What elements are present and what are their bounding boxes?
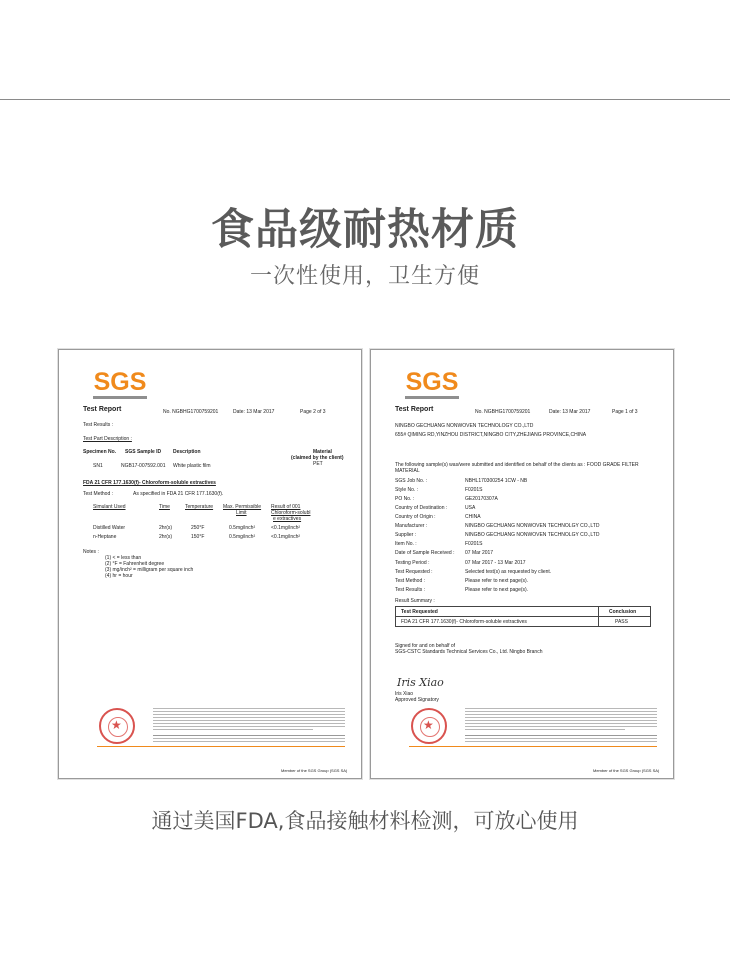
test-results-label: Test Results : [83,422,114,428]
col-limit-2: Limit [236,510,247,516]
field-value: 07 Mar 2017 - 13 Mar 2017 [465,560,526,566]
official-seal: ★ [99,708,135,744]
specimen-value: SN1 [93,463,103,469]
top-divider [0,99,730,100]
col-result: Result of 001 [271,504,301,510]
summary-col-test: Test Requested [401,609,438,615]
legal-footer [389,704,659,752]
notes-label: Notes : [83,549,99,555]
page-number: Page 2 of 3 [300,409,326,415]
report-date: Date: 13 Mar 2017 [233,409,275,415]
field-label: Test Requested : [395,569,433,575]
result-row-1-result: <0.1mg/inch² [271,525,301,531]
col-description: Description [173,449,201,455]
description-value: White plastic film [173,463,211,469]
intro-line-2: MATERIAL [395,468,420,474]
field-label: Manufacturer : [395,523,428,529]
field-label: Testing Period : [395,560,430,566]
sgs-logo: SGS [403,364,461,398]
col-temperature: Temperature [185,504,214,510]
field-value: NINGBO GECHUANG NONWOVEN TECHNOLGY CO.,LTD [465,523,600,529]
field-label: Date of Sample Received : [395,550,455,556]
field-label: Style No. : [395,487,419,493]
signed-line-2: SGS-CSTC Standards Technical Services Co., Ltd. Ningbo Branch [395,649,543,655]
report-number: No. NGBHG1700759201 [475,409,531,415]
field-label: Supplier : [395,532,417,538]
material-value: PET [313,461,323,467]
report-title: Test Report [83,406,122,413]
signed-line-1: Signed for and on behalf of [395,643,456,649]
field-value: Please refer to next page(s). [465,578,529,584]
note-4: (4) hr = hour [105,573,133,579]
official-seal: ★ [411,708,447,744]
field-value: Please refer to next page(s). [465,587,529,593]
col-sample-id: SGS Sample ID [125,449,162,455]
result-row-2-temp: 150°F [191,534,205,540]
result-row-1-time: 2hr(s) [159,525,173,531]
report-date: Date: 13 Mar 2017 [549,409,591,415]
summary-test-value: FDA 21 CFR 177.1630(f)- Chloroform-soluble extractives [401,619,527,625]
field-value: GE20170307A [465,496,498,502]
test-part-description-label: Test Part Description : [83,436,132,442]
test-report-page-2 [58,349,362,779]
note-1: (1) < = less than [105,555,142,561]
page-number: Page 1 of 3 [612,409,638,415]
field-value: Selected test(s) as requested by client. [465,569,552,575]
col-specimen: Specimen No. [83,449,117,455]
signature: Iris Xiao [397,676,444,689]
field-value: 07 Mar 2017 [465,550,494,556]
field-label: PO No. : [395,496,415,502]
col-result-3: e extractives [273,516,302,522]
test-method-value: As specified in FDA 21 CFR 177.1630(f). [133,491,224,497]
field-label: SGS Job No. : [395,478,427,484]
summary-col-conclusion: Conclusion [609,609,637,615]
summary-conclusion-value: PASS [615,619,628,625]
col-result-2: Chloroform-solubl [271,510,311,516]
sgs-member-note: Member of the SGS Group (SGS SA) [281,768,348,773]
field-value: CHINA [465,514,481,520]
sgs-logo: SGS [91,364,149,398]
result-row-1-simulant: Distilled Water [93,525,126,531]
page-subheadline: 一次性使用，卫生方便 [249,264,480,289]
result-row-2-simulant: n-Heptane [93,534,117,540]
page-headline: 食品级耐热材质 [211,205,519,255]
report-title: Test Report [395,406,434,413]
field-value: F0201S [465,541,483,547]
signer-name: Iris Xiao [395,691,414,697]
signer-title: Approved Signatory [395,697,439,703]
result-row-2-result: <0.1mg/inch² [271,534,301,540]
report-number: No. NGBHG1700759201 [163,409,219,415]
result-summary-label: Result Summary : [395,598,435,604]
col-simulant: Simulant Used [93,504,126,510]
field-value: USA [465,505,476,511]
field-label: Item No. : [395,541,417,547]
legal-footer [77,704,347,752]
result-row-1-temp: 250°F [191,525,205,531]
field-value: F0201S [465,487,483,493]
field-label: Test Results : [395,587,426,593]
result-row-2-time: 2hr(s) [159,534,173,540]
note-2: (2) °F = Fahrenheit degree [105,561,165,567]
client-name: NINGBO GECHUANG NONWOVEN TECHNOLOGY CO.,LTD [395,423,534,429]
test-method-label: Test Method : [83,491,114,497]
sgs-member-note: Member of the SGS Group (SGS SA) [593,768,660,773]
field-label: Country of Destination : [395,505,448,511]
col-limit: Max. Permissible [223,504,262,510]
field-value: NINGBO GECHUANG NONWOVEN TECHNOLGY CO.,LTD [465,532,600,538]
intro-line-1: The following sample(s) was/were submitted and identified on behalf of the clients as : FOOD GRADE FILTER [395,462,639,468]
result-row-1-limit: 0.5mg/inch² [229,525,256,531]
sample-id-value: NGB17-007592.001 [121,463,166,469]
page-caption: 通过美国FDA,食品接触材料检测，可放心使用 [151,809,579,833]
result-row-2-limit: 0.5mg/inch² [229,534,256,540]
col-material: Material [313,449,332,455]
note-3: (3) mg/inch² = milligram per square inch [105,567,194,573]
field-value: NBHL170300254 1CW - NB [465,478,528,484]
field-label: Test Method : [395,578,426,584]
field-label: Country of Origin : [395,514,436,520]
fda-regulation: FDA 21 CFR 177.1630(f)- Chloroform-soluble extractives [83,480,216,486]
client-address: 655# QIMING RD,YINZHOU DISTRICT,NINGBO CITY,ZHEJIANG PROVINCE,CHINA [395,432,587,438]
col-material-sub: (claimed by the client) [291,455,344,461]
test-report-page-1 [370,349,674,779]
col-time: Time [159,504,170,510]
